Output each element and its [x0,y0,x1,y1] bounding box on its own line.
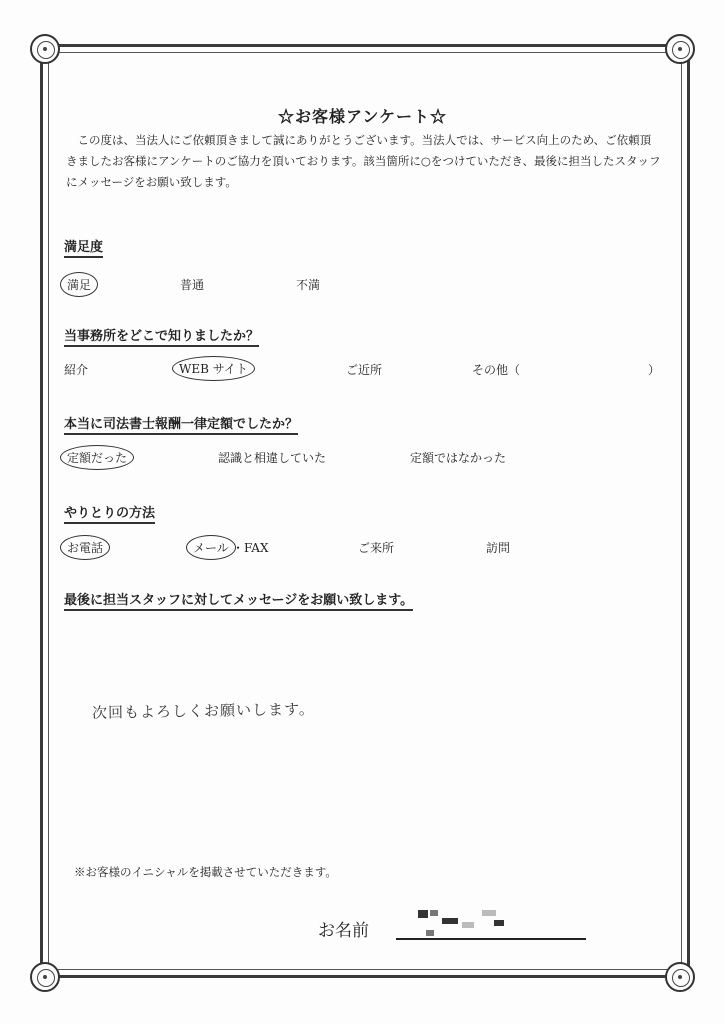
initials-note: ※お客様のイニシャルを掲載させていただきます。 [74,865,337,879]
name-underline [396,938,586,940]
option-home-visit[interactable]: 訪問 [486,541,511,555]
option-phone[interactable]: お電話 [60,535,110,560]
option-referral[interactable]: 紹介 [64,363,89,377]
option-website[interactable]: WEB サイト [172,356,255,381]
option-different[interactable]: 認識と相違していた [218,451,327,465]
corner-ornament-icon [665,34,695,64]
option-other-close: ） [648,363,661,377]
option-other[interactable]: その他（ [472,363,521,377]
name-label: お名前 [318,921,369,941]
option-unsatisfied[interactable]: 不満 [296,278,321,292]
corner-ornament-icon [665,962,695,992]
option-visit-office[interactable]: ご来所 [358,541,395,555]
source-heading: 当事務所をどこで知りましたか？ [64,325,259,347]
contact-heading: やりとりの方法 [64,502,155,524]
message-heading: 最後に担当スタッフに対してメッセージをお願い致します。 [64,589,413,611]
redacted-name [494,920,504,926]
option-not-fixed[interactable]: 定額ではなかった [410,451,507,465]
fee-heading: 本当に司法書士報酬一律定額でしたか？ [64,413,298,435]
survey-title: ☆お客様アンケート☆ [277,107,448,126]
redacted-name [426,930,434,936]
corner-ornament-icon [30,34,60,64]
corner-ornament-icon [30,962,60,992]
redacted-name [462,922,474,928]
option-neutral[interactable]: 普通 [180,278,205,292]
option-email[interactable]: メール [186,535,236,560]
redacted-name [430,910,438,916]
redacted-name [482,910,496,916]
option-fixed-fee[interactable]: 定額だった [60,445,134,470]
option-satisfied[interactable]: 満足 [60,272,98,297]
option-neighborhood[interactable]: ご近所 [346,363,383,377]
intro-text: この度は、当法人にご依頼頂きまして誠にありがとうございます。当法人では、サービス向上のため、ご依頼頂きましたお客様にアンケートのご協力を頂いております。該当箇所に○をつけていただき、最後に担当したスタッフにメッセージをお願い致します。 [66,133,661,189]
handwritten-message: 次回もよろしくお願いします。 [91,700,315,722]
satisfaction-heading: 満足度 [64,236,103,258]
option-fax[interactable]: ・FAX [232,541,269,555]
redacted-name [442,918,458,924]
redacted-name [418,910,428,918]
